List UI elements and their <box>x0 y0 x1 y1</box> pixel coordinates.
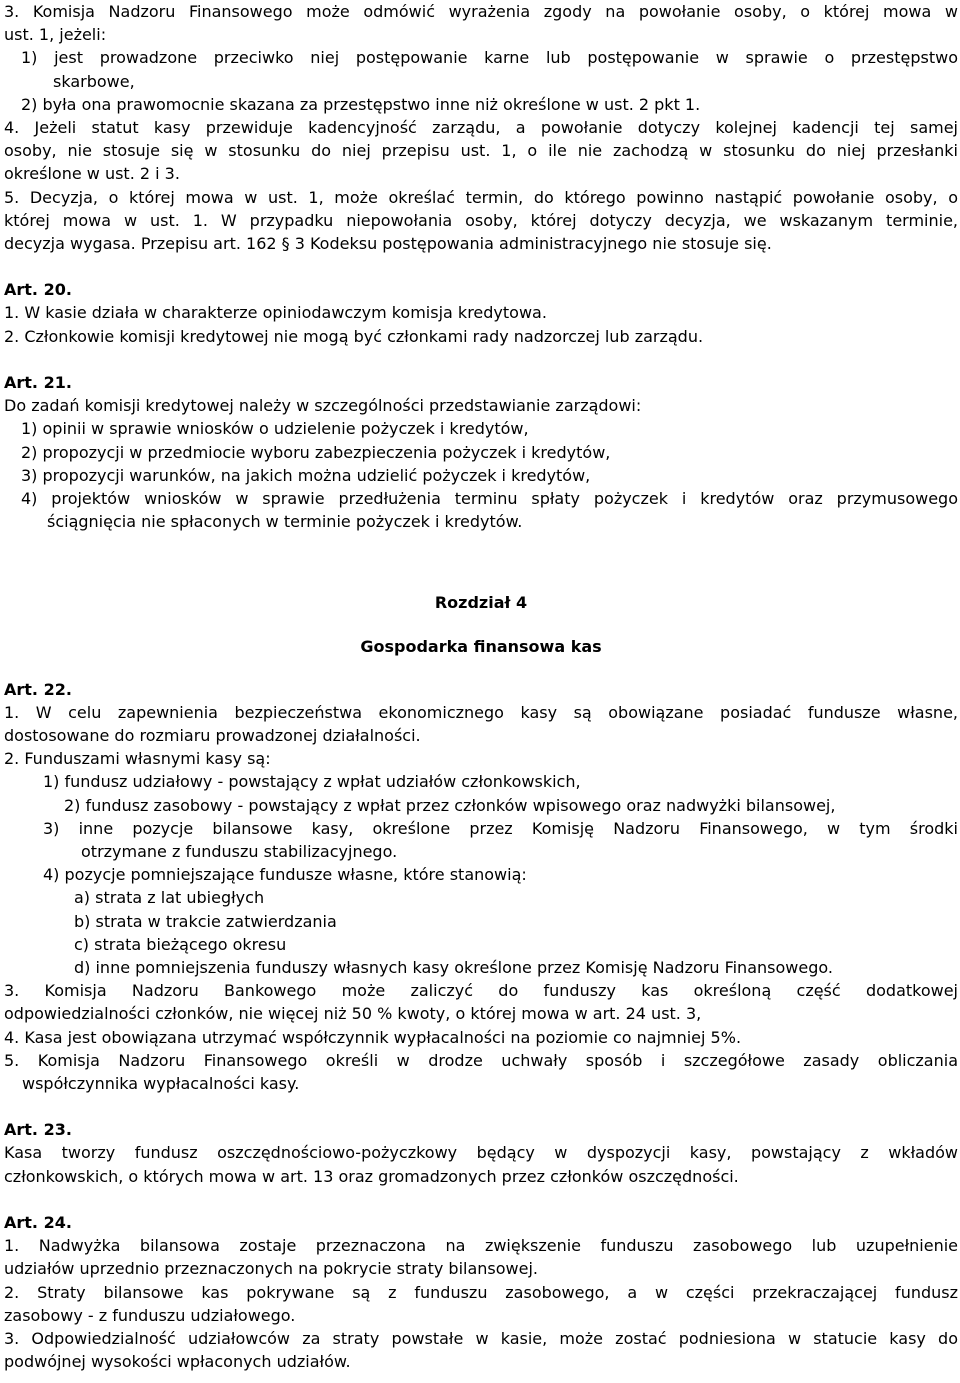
text-line: 2. Funduszami własnymi kasy są: <box>4 749 271 769</box>
text-line: 2) była ona prawomocnie skazana za przestępstwo inne niż określone w ust. 2 pkt 1. <box>21 94 701 114</box>
text-line: 5. Decyzja, o której mowa w ust. 1, może określać termin, do którego powinno nastąpić powołanie osoby, o <box>4 187 958 207</box>
list-item: a) strata z lat ubiegłych <box>74 888 265 908</box>
list-item: d) inne pomniejszenia funduszy własnych kasy określone przez Komisję Nadzoru Finansowego. <box>74 957 833 977</box>
text-line: 2. Straty bilansowe kas pokrywane są z funduszu zasobowego, a w części przekraczającej fundusz <box>4 1282 958 1302</box>
spacer <box>4 1095 958 1118</box>
list-item: 3) propozycji warunków, na jakich można udzielić pożyczek i kredytów, <box>21 465 591 485</box>
text-line: podwójnej wysokości wpłaconych udziałów. <box>4 1352 351 1372</box>
article-heading: Art. 22. <box>4 679 72 699</box>
text-line: 1) jest prowadzone przeciwko niej postępowanie karne lub postępowanie w sprawie o przestępstwo <box>21 48 958 68</box>
list-item: 2) fundusz zasobowy - powstający z wpłat przez członków wpisowego oraz nadwyżki bilansowej, <box>64 795 836 815</box>
text-line: 4. Kasa jest obowiązana utrzymać współczynnik wypłacalności na poziomie co najmniej 5%. <box>4 1027 742 1047</box>
list-item: 2) propozycji w przedmiocie wyboru zabezpieczenia pożyczek i kredytów, <box>21 442 611 462</box>
text-line: 3. Komisja Nadzoru Finansowego może odmówić wyrażenia zgody na powołanie osoby, o której mowa w <box>4 2 958 21</box>
text-line: 1. Nadwyżka bilansowa zostaje przeznaczona na zwiększenie funduszu zasobowego lub uzupełnienie <box>4 1236 958 1256</box>
text-line: członkowskich, o których mowa w art. 13 oraz gromadzonych przez członków oszczędności. <box>4 1166 739 1186</box>
text-line: Kasa tworzy fundusz oszczędnościowo-pożyczkowy będący w dyspozycji kasy, powstający z wkładów <box>4 1143 958 1163</box>
text-line: 2. Członkowie komisji kredytowej nie mogą być członkami rady nadzorczej lub zarządu. <box>4 326 704 346</box>
text-line: współczynnika wypłacalności kasy. <box>22 1073 300 1093</box>
list-item: 1) fundusz udziałowy - powstający z wpłat udziałów członkowskich, <box>43 772 581 792</box>
text-line: 3. Odpowiedzialność udziałowców za straty powstałe w kasie, może zostać podniesiona w statucie kasy do <box>4 1328 958 1348</box>
text-line: 4. Jeżeli statut kasy przewiduje kadencyjność zarządu, a powołanie dotyczy kolejnej kadencji tej samej <box>4 117 958 137</box>
text-line: udziałów uprzednio przeznaczonych na pokrycie straty bilansowej. <box>4 1259 538 1279</box>
text-line: 5. Komisja Nadzoru Finansowego określi w drodze uchwały sposób i szczegółowe zasady obliczania <box>4 1050 958 1070</box>
list-item: 3) inne pozycje bilansowe kasy, określone przez Komisję Nadzoru Finansowego, w tym środki <box>43 818 958 838</box>
list-item: 1) opinii w sprawie wniosków o udzielenie pożyczek i kredytów, <box>21 419 529 439</box>
list-item: 4) pozycje pomniejszające fundusze własne, które stanowią: <box>43 865 527 885</box>
spacer <box>4 348 958 371</box>
article-heading: Art. 23. <box>4 1120 72 1140</box>
text-line: odpowiedzialności członków, nie więcej niż 50 % kwoty, o której mowa w art. 24 ust. 3, <box>4 1004 702 1024</box>
article-heading: Art. 24. <box>4 1213 72 1232</box>
text-line: otrzymane z funduszu stabilizacyjnego. <box>81 842 398 861</box>
text-line: zasobowy - z funduszu udziałowego. <box>4 1305 296 1325</box>
text-line: której mowa w ust. 1. W przypadku niepowołania osoby, której dotyczy decyzja, we wskazanym terminie, <box>4 210 958 230</box>
spacer <box>4 615 958 635</box>
text-line: 1. W celu zapewnienia bezpieczeństwa ekonomicznego kasy są obowiązane posiadać fundusze własne, <box>4 702 958 722</box>
text-line: osoby, nie stosuje się w stosunku do niej przepisu ust. 1, o ile nie zachodzą w stosunku do niej przesłanki <box>4 141 958 161</box>
chapter-heading: Rozdział 4 <box>434 593 528 613</box>
spacer <box>4 658 958 678</box>
list-item: 4) projektów wniosków w sprawie przedłużenia terminu spłaty pożyczek i kredytów oraz przymusowego <box>21 488 958 508</box>
text-line: ust. 1, jeżeli: <box>4 25 107 45</box>
spacer <box>4 533 958 591</box>
list-item: c) strata bieżącego okresu <box>74 934 287 954</box>
list-item: b) strata w trakcie zatwierdzania <box>74 911 337 931</box>
text-line: decyzja wygasa. Przepisu art. 162 § 3 Kodeksu postępowania administracyjnego nie stosuje się. <box>4 233 772 253</box>
article-heading: Art. 20. <box>4 280 72 300</box>
text-line: określone w ust. 2 i 3. <box>4 164 180 184</box>
article-heading: Art. 21. <box>4 373 72 392</box>
text-line: 3. Komisja Nadzoru Bankowego może zaliczyć do funduszy kas określoną część dodatkowej <box>4 981 958 1001</box>
text-line: dostosowane do rozmiaru prowadzonej działalności. <box>4 726 421 746</box>
text-line: 1. W kasie działa w charakterze opiniodawczym komisja kredytowa. <box>4 303 547 323</box>
text-line: skarbowe, <box>53 71 135 91</box>
text-line: ściągnięcia nie spłaconych w terminie pożyczek i kredytów. <box>47 512 523 532</box>
chapter-title: Gospodarka finansowa kas <box>360 636 602 656</box>
spacer <box>4 1188 958 1211</box>
spacer <box>4 255 958 278</box>
text-line: Do zadań komisji kredytowej należy w szczególności przedstawianie zarządowi: <box>4 396 642 416</box>
